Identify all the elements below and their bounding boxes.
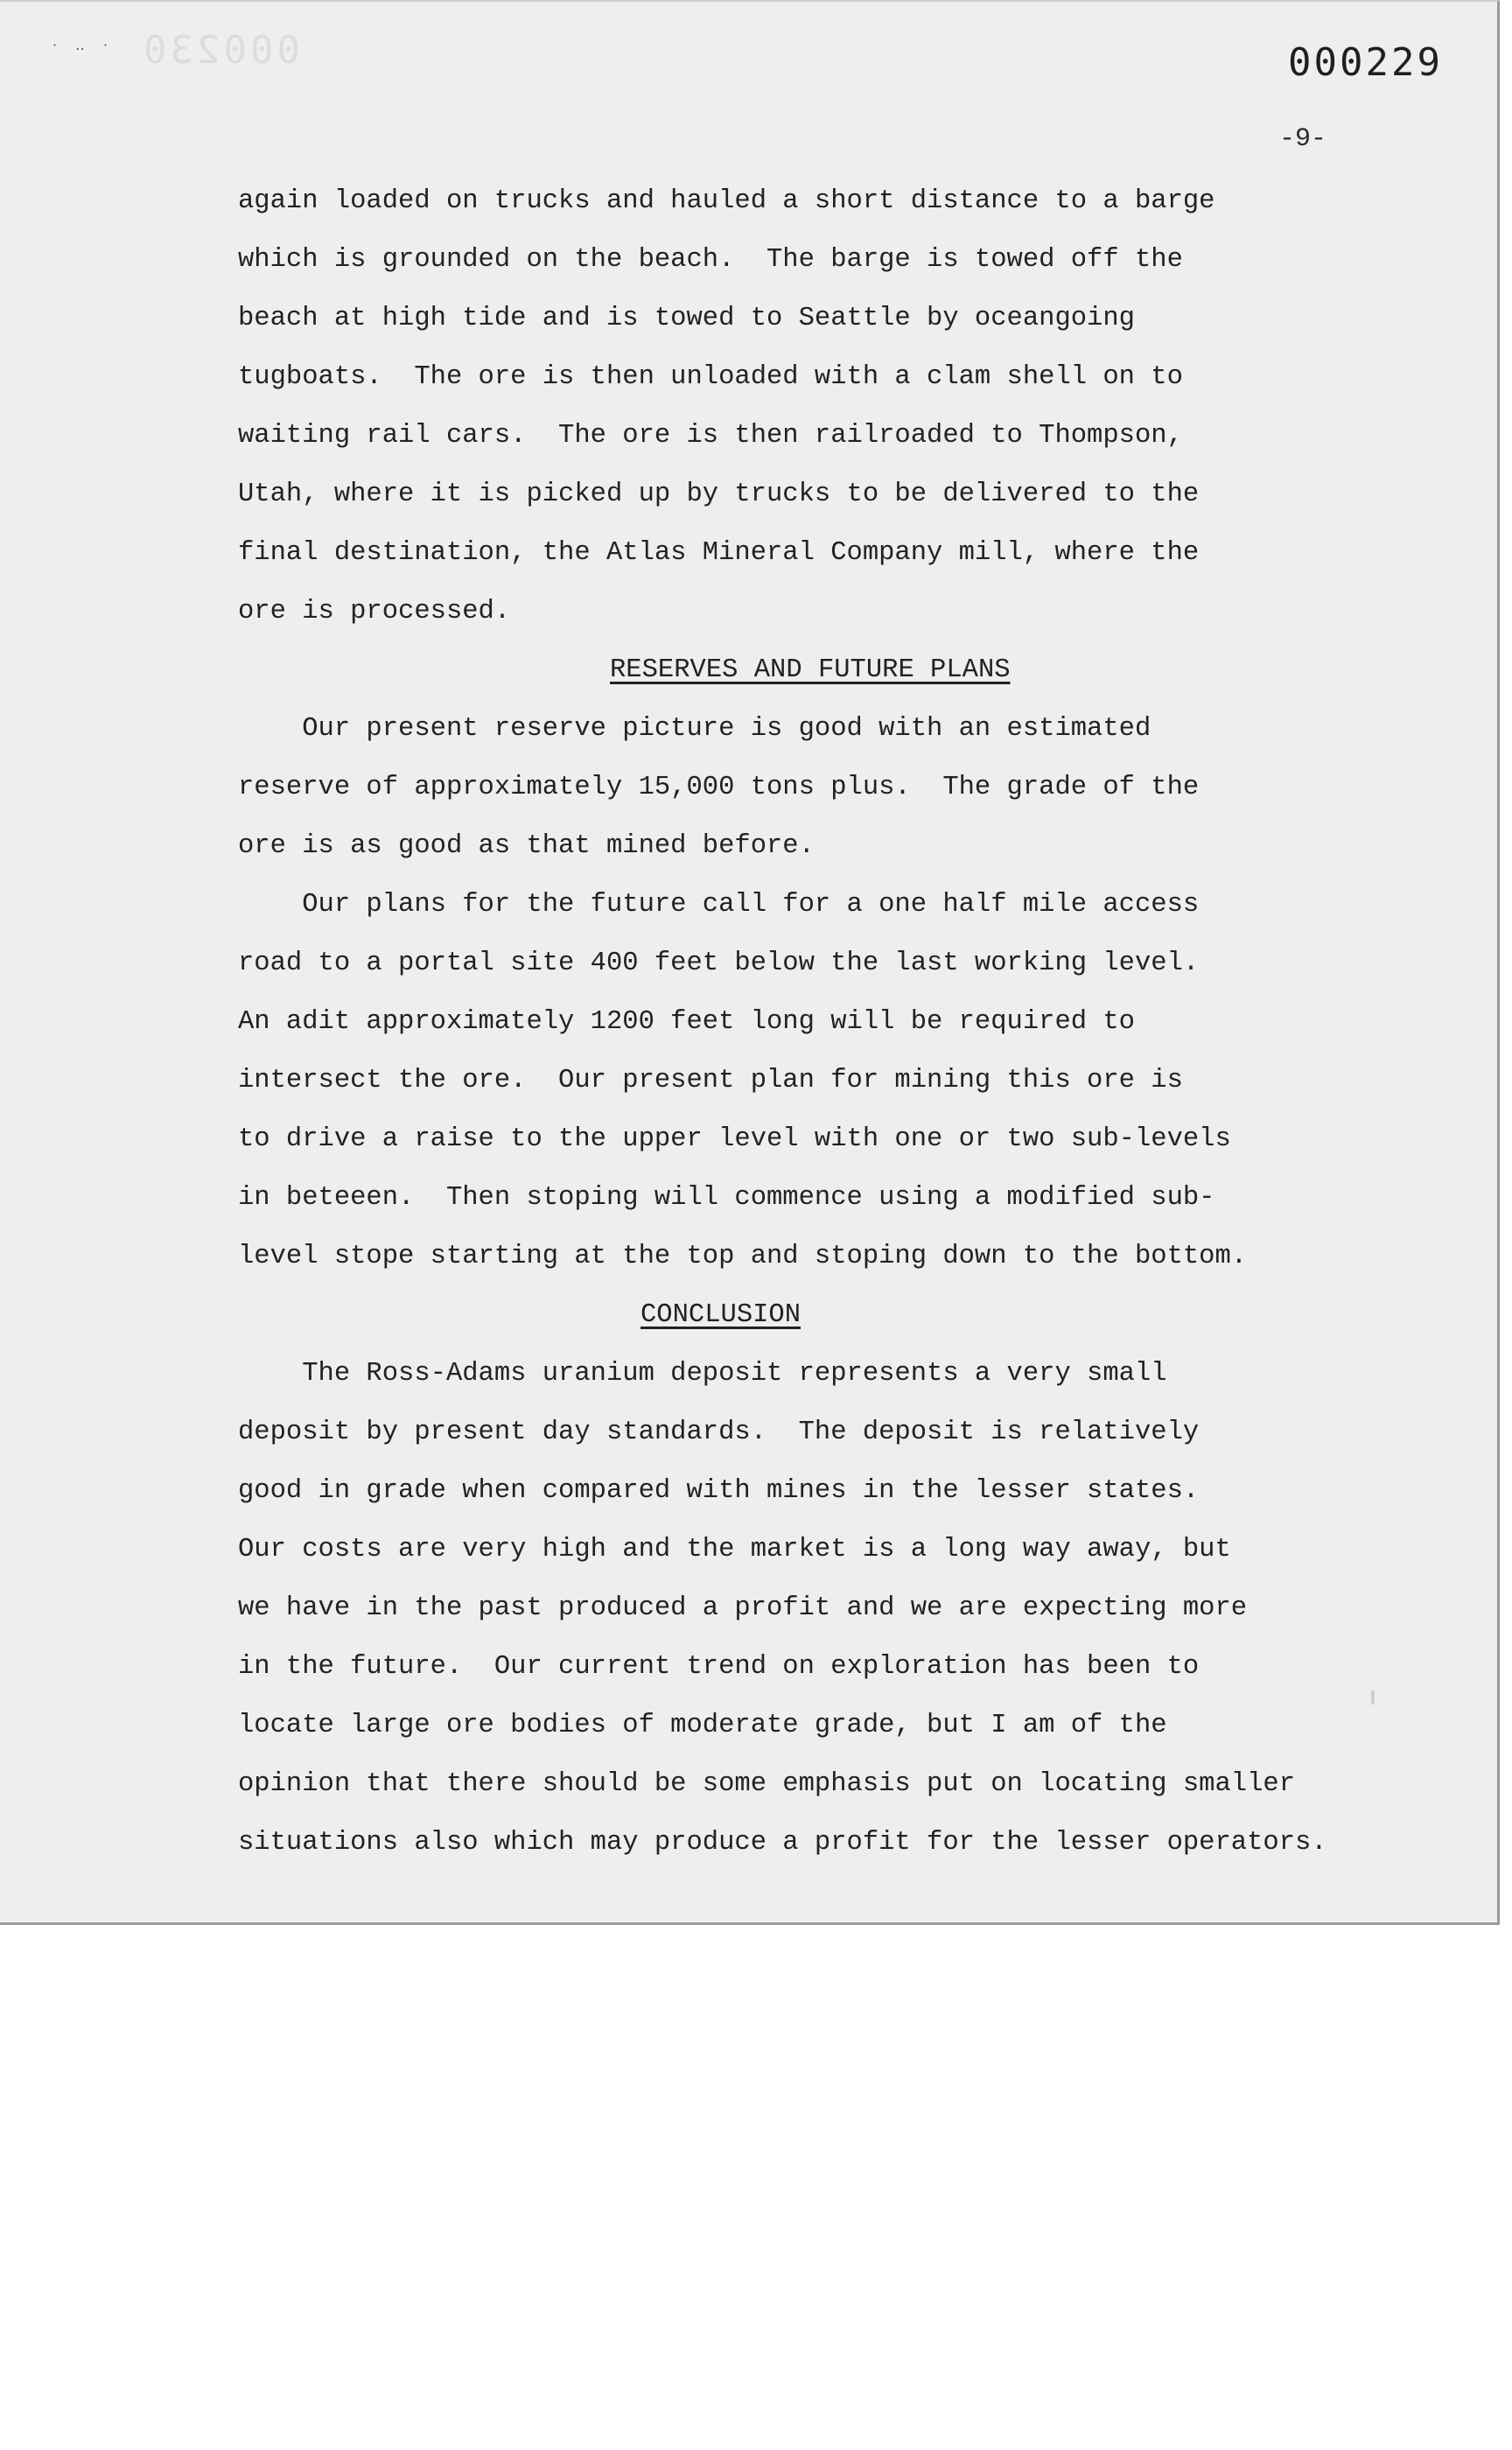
text-line: Our costs are very high and the market is a long way away, but [238, 1535, 1231, 1564]
page-number: -9- [1278, 124, 1326, 154]
text-line: waiting rail cars. The ore is then railroaded to Thompson, [238, 421, 1183, 451]
text-line: we have in the past produced a profit and we are expecting more [238, 1593, 1248, 1623]
text-line: An adit approximately 1200 feet long will be required to [238, 1007, 1135, 1037]
reserves-paragraph-2 [238, 876, 1428, 1286]
text-line: opinion that there should be some emphasis put on locating smaller [238, 1769, 1295, 1799]
text-line: Our present reserve picture is good with an estimated [238, 714, 1152, 744]
text-line: beach at high tide and is towed to Seattle by oceangoing [238, 304, 1135, 333]
text-line: level stope starting at the top and stoping down to the bottom. [238, 1242, 1248, 1271]
text-line: again loaded on trucks and hauled a short distance to a barge [238, 186, 1215, 216]
text-line: to drive a raise to the upper level with one or two sub-levels [238, 1124, 1231, 1154]
text-line: Utah, where it is picked up by trucks to be delivered to the [238, 480, 1200, 509]
scan-specks: · ‥ · [52, 37, 116, 53]
intro-paragraph [238, 172, 1428, 641]
section-heading-reserves: RESERVES AND FUTURE PLANS [610, 655, 1011, 685]
text-line: ore is as good as that mined before. [238, 831, 815, 861]
section-heading-conclusion: CONCLUSION [640, 1300, 802, 1330]
text-line: intersect the ore. Our present plan for mining this ore is [238, 1066, 1183, 1096]
reserves-paragraph-1 [238, 700, 1428, 876]
text-line: The Ross-Adams uranium deposit represents a very small [238, 1359, 1167, 1389]
scan-mark [1371, 1690, 1375, 1704]
text-line: ore is processed. [238, 597, 511, 626]
text-line: which is grounded on the beach. The barge is towed off the [238, 245, 1183, 275]
conclusion-paragraph [238, 1345, 1428, 1872]
text-line: Our plans for the future call for a one half mile access [238, 890, 1200, 920]
text-line: in beteeen. Then stoping will commence using a modified sub- [238, 1183, 1215, 1213]
bleed-through-number: 000230 [140, 28, 300, 73]
text-line: in the future. Our current trend on exploration has been to [238, 1652, 1200, 1682]
text-line: road to a portal site 400 feet below the last working level. [238, 948, 1200, 978]
text-line: tugboats. The ore is then unloaded with a clam shell on to [238, 362, 1183, 392]
text-line: situations also which may produce a profit for the lesser operators. [238, 1828, 1327, 1858]
text-line: locate large ore bodies of moderate grade, but I am of the [238, 1711, 1167, 1740]
document-stamp-number: 000229 [1288, 40, 1443, 85]
text-line: reserve of approximately 15,000 tons plus. The grade of the [238, 773, 1200, 802]
text-line: final destination, the Atlas Mineral Company mill, where the [238, 538, 1200, 568]
text-line: deposit by present day standards. The deposit is relatively [238, 1418, 1200, 1447]
document-body [238, 172, 1428, 1872]
text-line: good in grade when compared with mines in the lesser states. [238, 1476, 1200, 1506]
